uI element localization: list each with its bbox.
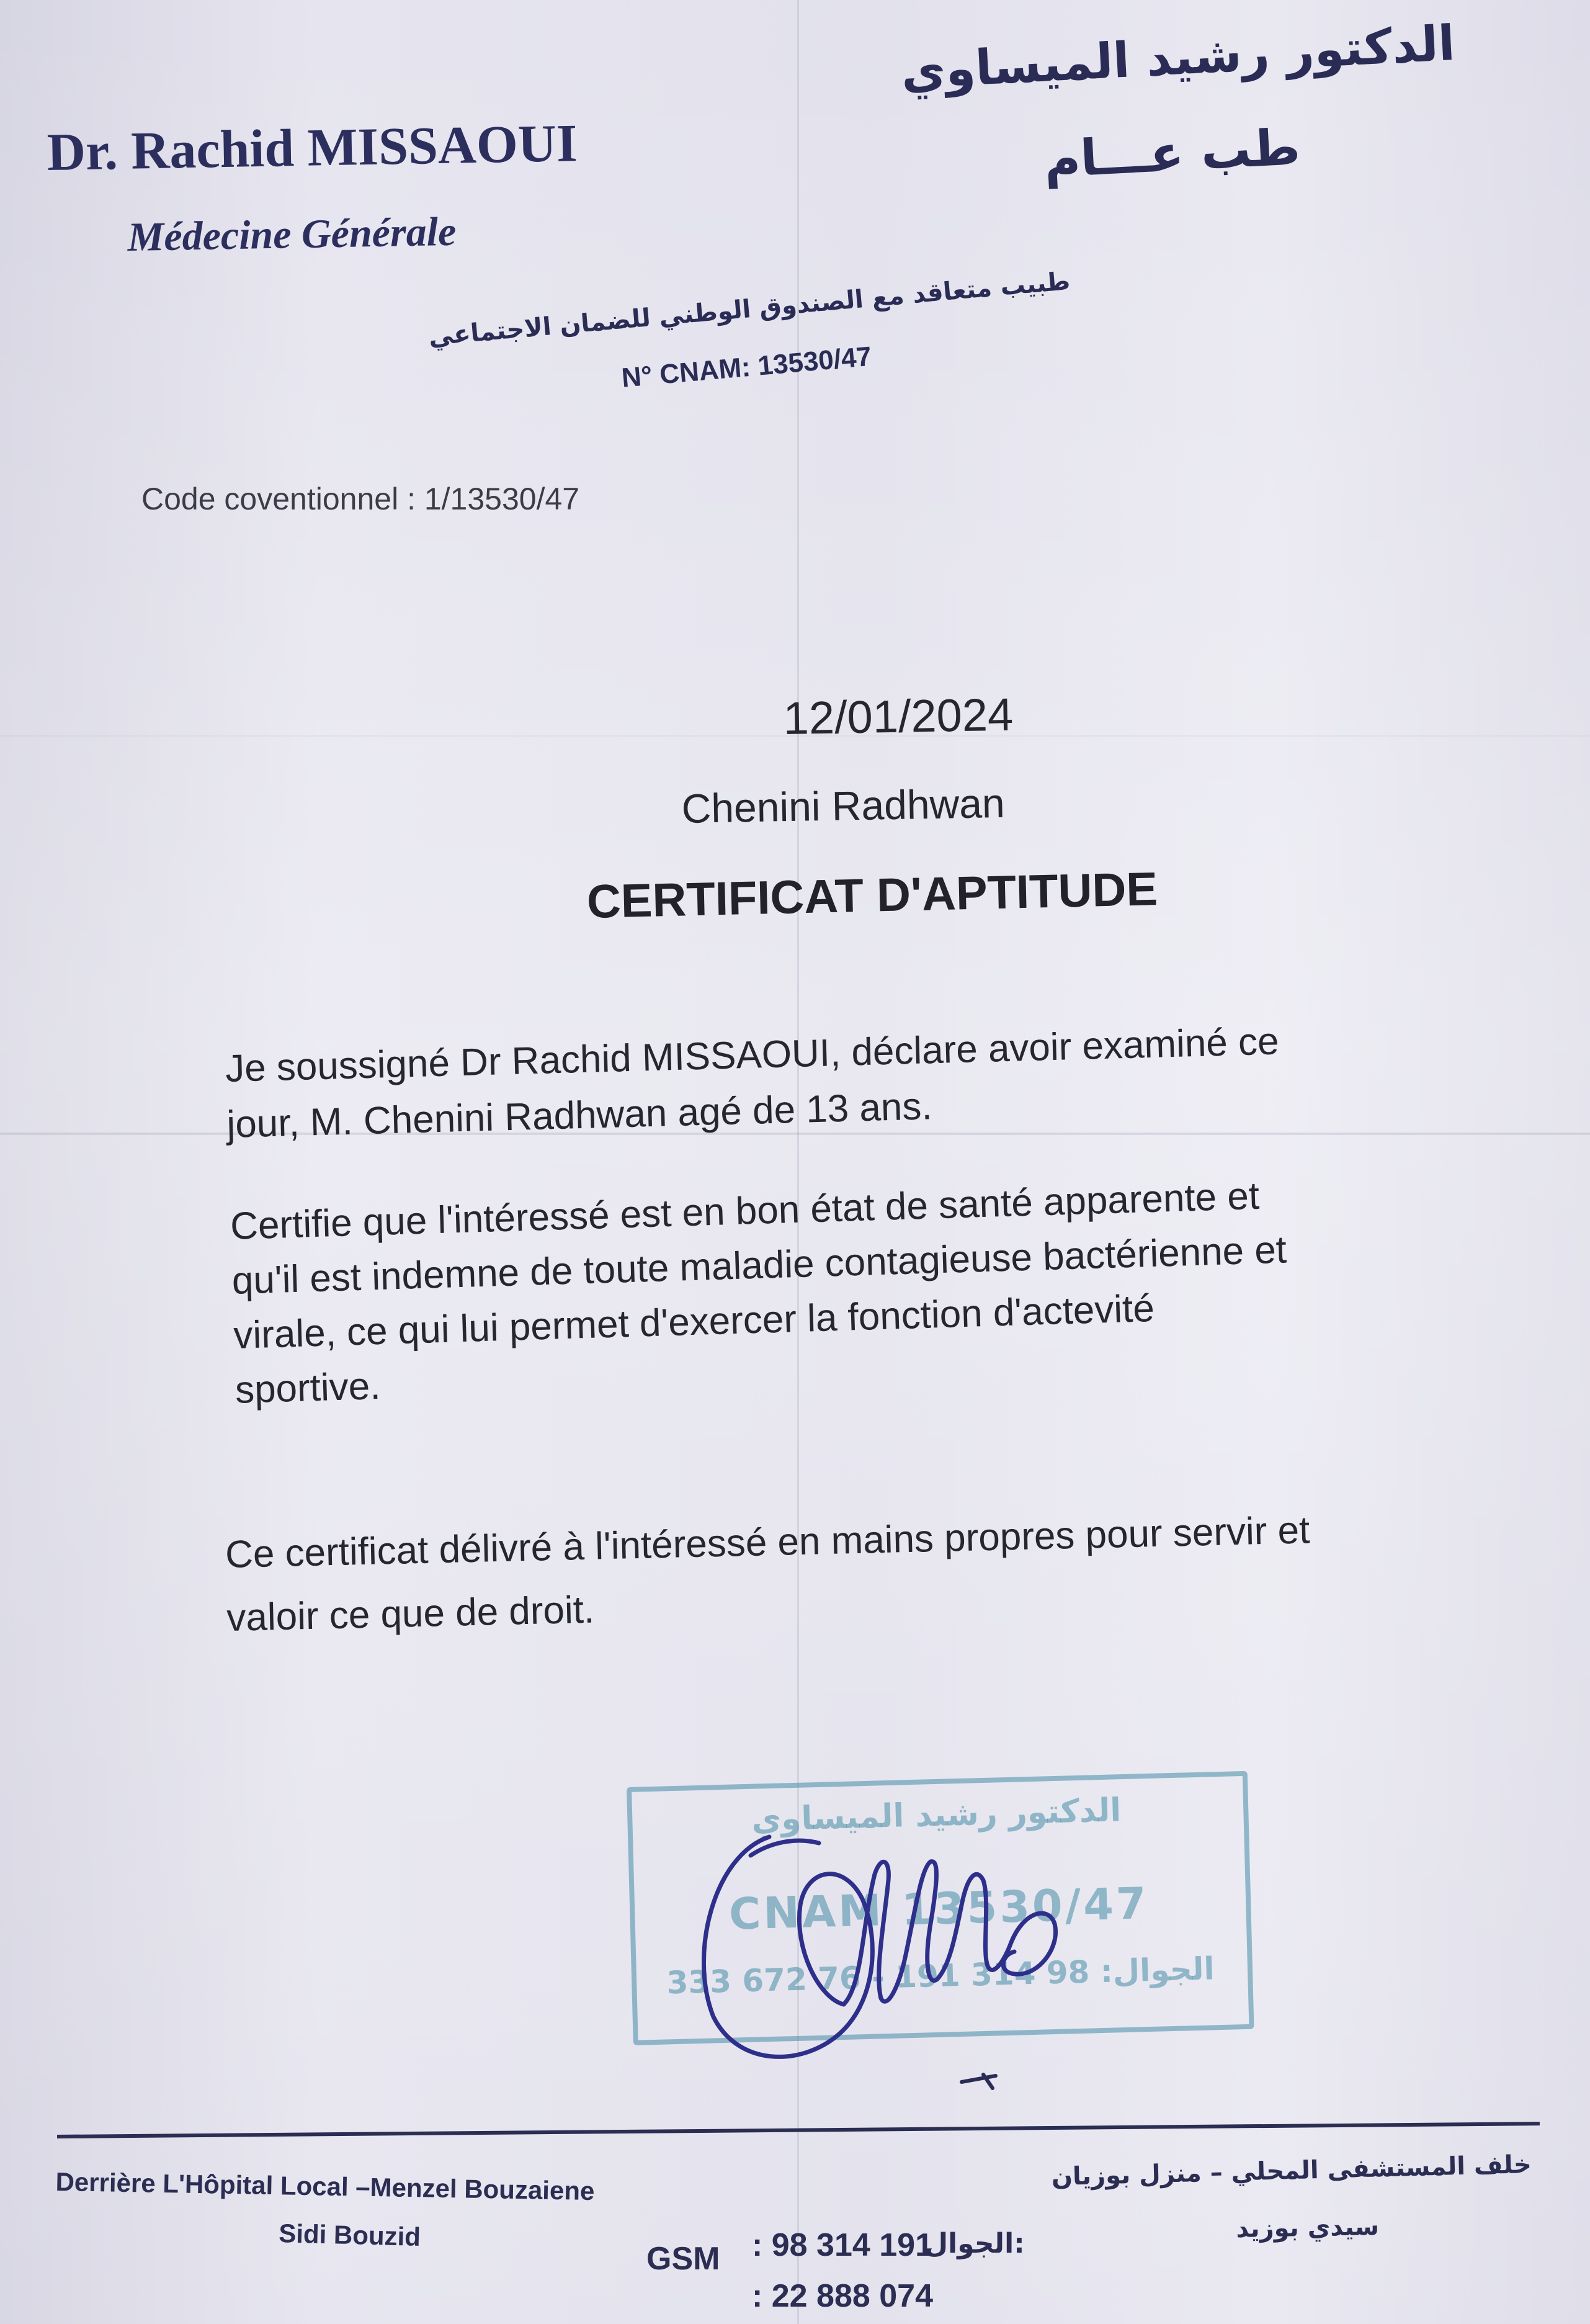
- patient-name: Chenini Radhwan: [681, 779, 1006, 832]
- doctor-specialty-ar: طب عـــام: [1042, 118, 1302, 189]
- certification-paragraph: [230, 1169, 1290, 1418]
- paragraph-line: Certifie que l'intéressé est en bon état de santé apparente et: [230, 1174, 1260, 1248]
- contract-note-ar: طبيب متعاقد مع الصندوق الوطني للضمان الاجتماعي: [427, 267, 1072, 352]
- certificate-title: CERTIFICAT D'APTITUDE: [586, 863, 1158, 928]
- doctor-name-ar: الدكتور رشيد الميساوي: [900, 16, 1457, 101]
- code-conventionnel: Code coventionnel : 1/13530/47: [141, 482, 580, 516]
- doctor-name-fr: Dr. Rachid MISSAOUI: [47, 113, 578, 182]
- gsm-label-ar: الجوال:: [924, 2228, 1025, 2259]
- closing-paragraph: [225, 1499, 1312, 1650]
- certificate-date: 12/01/2024: [783, 688, 1014, 744]
- paragraph-line: virale, ce qui lui permet d'exercer la fonction d'actevité: [233, 1286, 1155, 1357]
- phone-number-1: : 98 314 191: [752, 2227, 934, 2263]
- gsm-label: GSM: [646, 2241, 720, 2277]
- paragraph-line: Je soussigné Dr Rachid MISSAOUI, déclare avoir examiné ce: [225, 1020, 1280, 1090]
- phone-number-2: : 22 888 074: [752, 2278, 934, 2314]
- cnam-number: N° CNAM: 13530/47: [620, 341, 873, 393]
- paragraph-line: qu'il est indemne de toute maladie contagieuse bactérienne et: [231, 1228, 1287, 1303]
- doctor-signature: [676, 1800, 1073, 2073]
- footer-address-fr: Derrière L'Hôpital Local –Menzel Bouzaiene: [55, 2167, 595, 2206]
- footer-address-ar: خلف المستشفى المحلي – منزل بوزيان: [1051, 2150, 1532, 2192]
- stamp-cnam: CNAM 13530/47: [728, 1878, 1150, 1940]
- doctor-specialty-fr: Médecine Générale: [127, 209, 457, 260]
- ink-mark: [958, 2070, 1002, 2094]
- stamp-phones: الجوال: 98 314 191 - 76 672 333: [666, 1950, 1215, 2001]
- paragraph-line: sportive.: [234, 1364, 382, 1412]
- stamp-doctor-name: الدكتور رشيد الميساوي: [751, 1792, 1122, 1839]
- paragraph-line: Ce certificat délivré à l'intéressé en mains propres pour servir et: [225, 1509, 1311, 1576]
- footer-city-fr: Sidi Bouzid: [278, 2219, 421, 2251]
- paragraph-line: valoir ce que de droit.: [226, 1588, 595, 1640]
- paragraph-line: jour, M. Chenini Radhwan agé de 13 ans.: [226, 1085, 933, 1146]
- footer-city-ar: سيدي بوزيد: [1236, 2212, 1380, 2244]
